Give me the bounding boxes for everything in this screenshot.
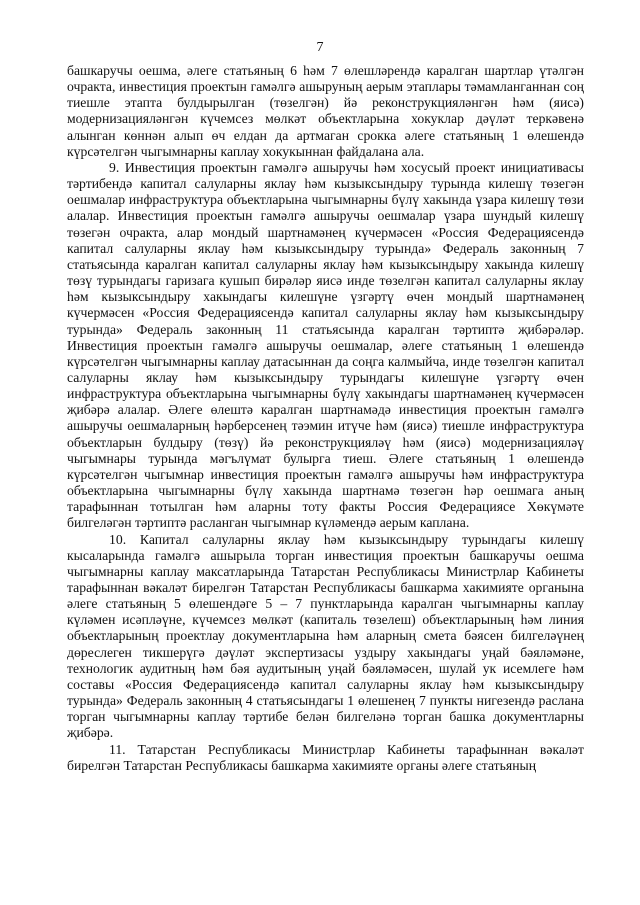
paragraph-9: 9. Инвестиция проектын гамәлгә ашыручы һәм хосусый проект инициативасы тәртибендә капитал салуларны яклау һәм кызыксындыру турында килешү төзегән оешмалар инфраструктура объектларына чыгымнарны бүлү хакында үзара килешү төзи алалар. Инвестиция проектын гамәлгә ашыручы оешмалар үзара шундый килешү төзегән очракта, алар мондый шартнамәнең күчермәсен «Россия Федерациясендә капитал салуларны яклау һәм кызыксындыру турында» Федераль законның 7 статьясында каралган капитал салуларны яклау һәм кызыксындыру хакында килешү төзү турындагы гаризага кушып бирәләр яисә инде төзелгән капитал салуларны яклау һәм кызыксындыру хакындагы килешүне үзгәртү өчен мондый шартнамәнең күчермәсен «Россия Федерациясендә капитал салуларны яклау һәм кызыксындыру турында» Федераль законның 11 статьясында каралган тәртиптә җибәрәләр. Инвестиция проектын гамәлгә ашыручы оешмалар, әлеге статьяның 1 өлешендә күрсәтелгән чыгымнарны каплау датасыннан да соңга калмыйча, инде төзелгән капитал салуларны яклау һәм кызыксындыру турындагы килешүне үзгәртү өчен инфраструктура объектларына чыгымнарны бүлү хакындагы шартнамәнең күчермәсен җибәрә алалар. Әлеге өлештә каралган шартнамәдә инвестиция проектын гамәлгә ашыручы оешмаларның һәрберсенең тәэмин итүче һәм (яисә) тиешле инфраструктура объектларын булдыру (төзү) йә реконструкцияләү һәм (яисә) модернизацияләү чыгымнары турында мәгълүмат булырга тиеш. Әлеге статьяның 1 өлешендә күрсәтелгән чыгымнар инвестиция проектын гамәлгә ашыручы һәм инфраструктура объектларына чыгымнарны бүлү хакында шартнамә төзегән һәр оешмага аның тарафыннан тотылган һәм аларны тоту факты Россия Федерациясе Хөкүмәте билгеләгән тәртиптә расланган чыгымнар күләмендә аерым каплана. [67, 159, 584, 531]
document-body [67, 63, 584, 774]
paragraph-continuation: башкаручы оешма, әлеге статьяның 6 һәм 7 өлешләрендә каралган шартлар үтәлгән очракта, инвестиция проектын гамәлгә ашыруның аерым этаплары тәмамланганнан соң тиешле этапта булдырылган (төзелгән) йә реконструкцияләнгән һәм (яисә) модернизацияләнгән күчемсез мөлкәт объектларына хокуклар дәүләт теркәвенә алынган көннән алып өч елдан да артмаган срокка әлеге статьяның 1 өлешендә күрсәтелгән чыгымнарны каплау хокукыннан файдалана ала. [67, 63, 584, 159]
page-number: 7 [316, 40, 324, 55]
paragraph-10: 10. Капитал салуларны яклау һәм кызыксындыру турындагы килешү кысаларында гамәлгә ашырыла торган инвестиция проектын башкаручы оешма чыгымнарны каплау максатларында Татарстан Республикасы Министрлар Кабинеты тарафыннан вәкаләт бирелгән Татарстан Республикасы башкарма хакимияте органына әлеге статьяның 5 өлешендәге 5 – 7 пунктларында каралган чыгымнарны каплау күләмен исәпләүне, күчемсез мөлкәт (капиталь төзелеш) объектларының һәм линия объектларының проектлау документларына һәм аларның смета бәясен билгеләүнең дөреслеген тикшерүгә дәүләт экспертизасы уздыру хакындагы уңай бәяләмәне, технологик аудитның һәм бәя аудитының уңай бәяләмәсен, шулай ук исемлеге һәм составы «Россия Федерациясендә капитал салуларны яклау һәм кызыксындыру турында» Федераль законның 4 статьясындагы 1 өлешенең 7 пункты нигезендә раслана торган чыгымнарны каплау тәртибе белән билгеләнә торган башка документларны җибәрә. [67, 531, 584, 741]
paragraph-11: 11. Татарстан Республикасы Министрлар Кабинеты тарафыннан вәкаләт бирелгән Татарстан Республикасы башкарма хакимияте органы әлеге статьяның [67, 741, 584, 773]
